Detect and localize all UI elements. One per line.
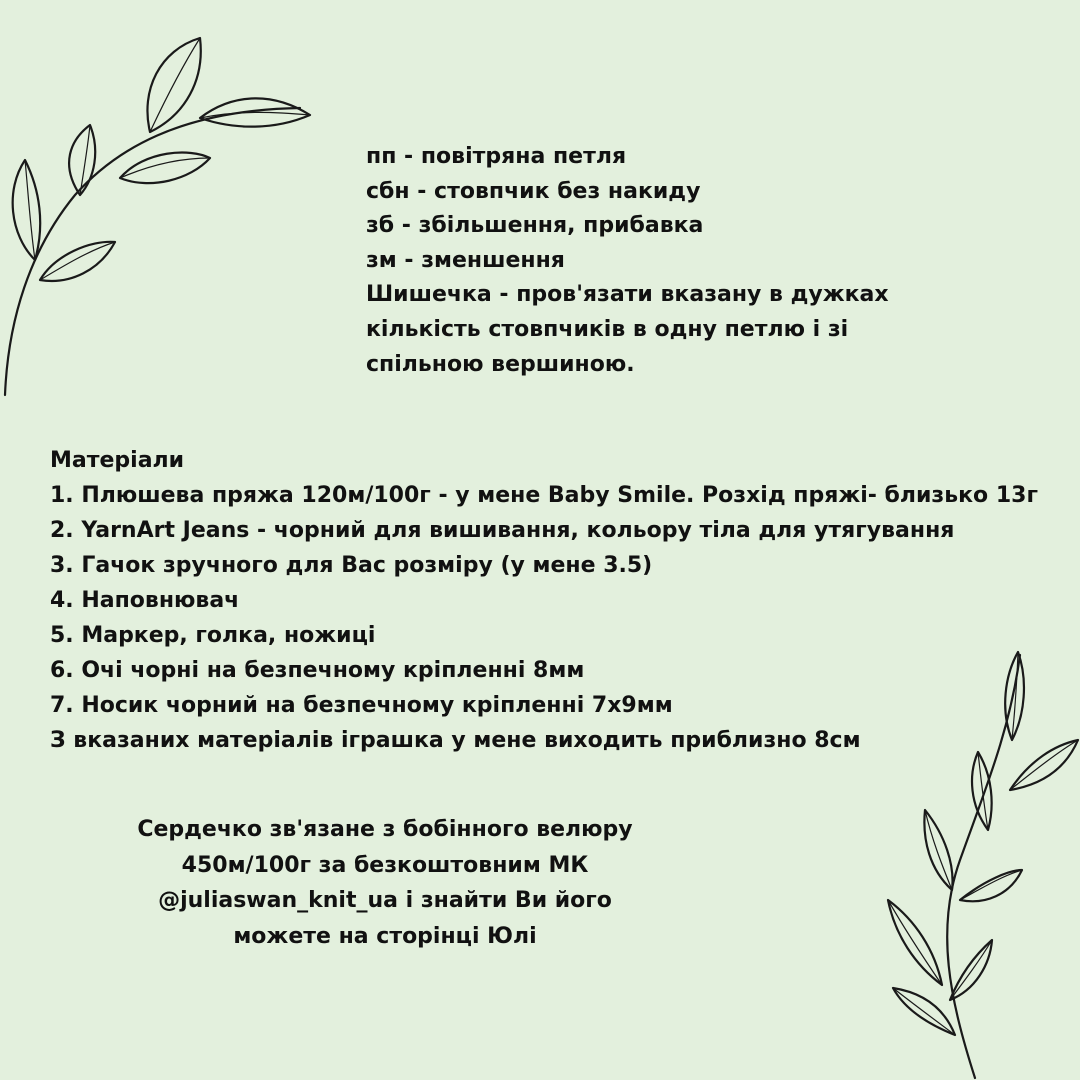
abbreviation-item: зм - зменшення [366, 247, 565, 273]
materials-list [50, 478, 1080, 723]
materials-section [50, 443, 1080, 758]
materials-item: 4. Наповнювач [50, 588, 240, 613]
abbreviations-list [366, 140, 954, 382]
materials-item: 3. Гачок зручного для Вас розміру (у мене 3.5) [50, 553, 653, 578]
materials-heading: Матеріали [50, 448, 185, 473]
abbreviation-item: зб - збільшення, прибавка [366, 213, 704, 239]
shyshechka-definition-line: спільною вершиною. [366, 351, 635, 377]
materials-item: 5. Маркер, голка, ножиці [50, 623, 376, 648]
shyshechka-definition-line: Шишечка - пров'язати вказану в дужках [366, 282, 889, 308]
credit-note [100, 812, 670, 954]
credit-line: Сердечко зв'язане з бобінного велюру [137, 817, 633, 842]
credit-line: можете на сторінці Юлі [233, 923, 537, 949]
materials-item: 2. YarnArt Jeans - чорний для вишивання, кольору тіла для утягування [50, 518, 955, 543]
abbreviation-item: пп - повітряна петля [366, 144, 627, 169]
shyshechka-definition-line: кількість стовпчиків в одну петлю і зі [366, 316, 849, 342]
credit-line: @juliaswan_knit_ua і знайти Ви його [158, 888, 612, 913]
materials-item: 7. Носик чорний на безпечному кріпленні 7х9мм [50, 693, 673, 718]
abbreviation-item: сбн - стовпчик без накиду [366, 178, 701, 204]
credit-line: 450м/100г за безкоштовним МК [181, 852, 589, 878]
materials-item: 6. Очі чорні на безпечному кріпленні 8мм [50, 658, 585, 683]
materials-item: 1. Плюшева пряжа 120м/100г - у мене Baby Smile. Розхід пряжі- близько 13г [50, 483, 1038, 508]
leaf-branch-icon [0, 35, 320, 400]
materials-size-note: З вказаних матеріалів іграшка у мене виходить приблизно 8см [50, 728, 861, 753]
